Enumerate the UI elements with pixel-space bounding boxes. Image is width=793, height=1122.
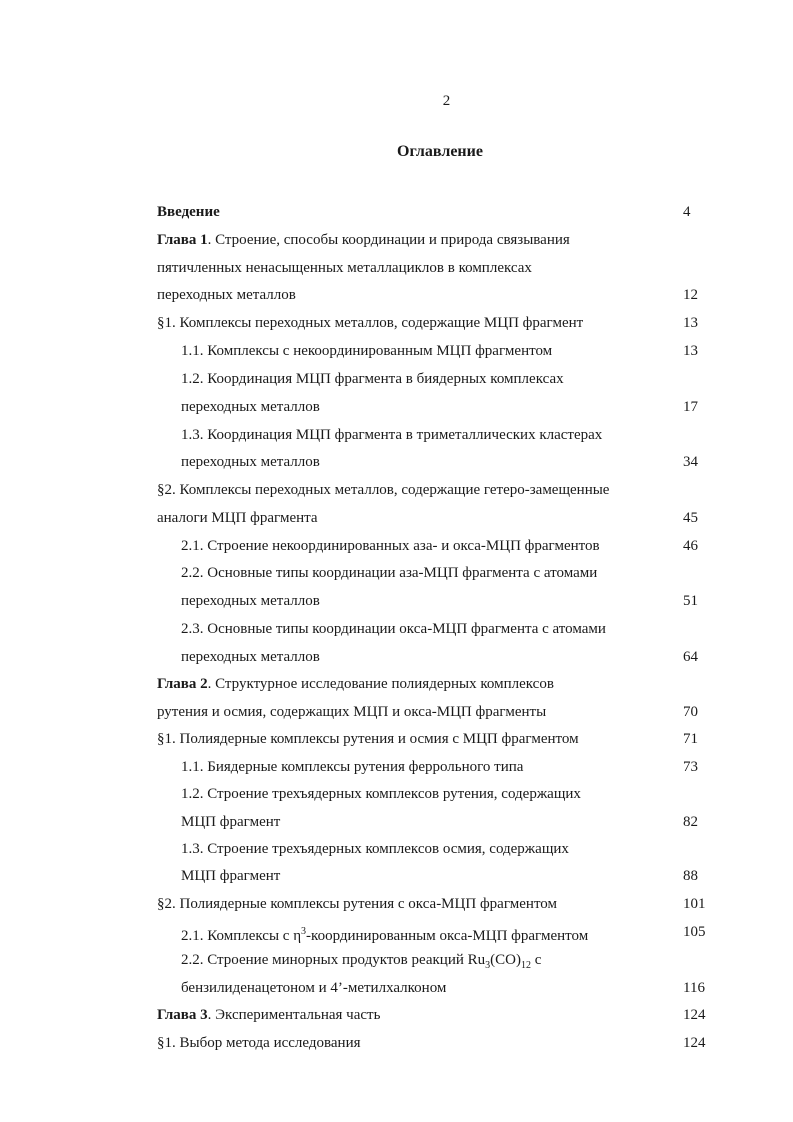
toc-entry-chapter-1-line-3: переходных металлов <box>157 287 296 303</box>
toc-page-intro: 4 <box>683 204 691 220</box>
toc-entry-ch2-1-3-line-2: МЦП фрагмент <box>181 868 281 884</box>
toc-entry-chapter-2[interactable]: Глава 2. Структурное исследование полиядерных комплексов <box>157 676 554 692</box>
toc-page-chapter-2: 70 <box>683 704 698 720</box>
toc-entry-ch3-section-1[interactable]: §1. Выбор метода исследования <box>157 1035 361 1051</box>
toc-entry-ch2-section-1[interactable]: §1. Полиядерные комплексы рутения и осмия с МЦП фрагментом <box>157 731 579 747</box>
toc-entry-2-1[interactable]: 2.1. Строение некоординированных аза- и окса-МЦП фрагментов <box>181 538 600 554</box>
toc-entry-chapter-3[interactable]: Глава 3. Экспериментальная часть <box>157 1007 381 1023</box>
toc-entry-chapter-1[interactable]: Глава 1. Строение, способы координации и природа связывания <box>157 232 570 248</box>
toc-entry-ch2-2-2-line-2: бензилиденацетоном и 4’-метилхалконом <box>181 980 447 996</box>
toc-entry-2-3-line-2: переходных металлов <box>181 649 320 665</box>
toc-entry-1-3[interactable]: 1.3. Координация МЦП фрагмента в триметаллических кластерах <box>181 427 603 443</box>
toc-entry-intro[interactable]: Введение <box>157 204 220 220</box>
toc-page-ch1-section-2: 45 <box>683 510 698 526</box>
toc-page-ch2-1-1: 73 <box>683 759 698 775</box>
toc-entry-ch2-1-1[interactable]: 1.1. Биядерные комплексы рутения феррольного типа <box>181 759 524 775</box>
toc-page-ch2-section-2: 101 <box>683 896 706 912</box>
toc-entry-ch2-2-1[interactable]: 2.1. Комплексы с $\eta^3$-координированным окса-МЦП фрагментом <box>181 926 589 944</box>
toc-page-2-3: 64 <box>683 649 698 665</box>
toc-page-2-2: 51 <box>683 593 698 609</box>
toc-entry-chapter-1-line-2: пятичленных ненасыщенных металлациклов в комплексах <box>157 260 532 276</box>
toc-entry-1-2[interactable]: 1.2. Координация МЦП фрагмента в биядерных комплексах <box>181 371 564 387</box>
toc-entry-2-3[interactable]: 2.3. Основные типы координации окса-МЦП фрагмента с атомами <box>181 621 606 637</box>
toc-entry-ch1-section-1[interactable]: §1. Комплексы переходных металлов, содержащие МЦП фрагмент <box>157 315 584 331</box>
toc-entry-ch1-section-2-line-2: аналоги МЦП фрагмента <box>157 510 318 526</box>
toc-page-ch2-2-1: 105 <box>683 924 706 940</box>
toc-entry-ch2-1-3[interactable]: 1.3. Строение трехъядерных комплексов осмия, содержащих <box>181 841 569 857</box>
toc-entry-ch1-section-2[interactable]: §2. Комплексы переходных металлов, содержащие гетеро-замещенные <box>157 482 610 498</box>
toc-page-1-2: 17 <box>683 399 698 415</box>
toc-page-chapter-3: 124 <box>683 1007 706 1023</box>
toc-entry-2-2[interactable]: 2.2. Основные типы координации аза-МЦП фрагмента с атомами <box>181 565 598 581</box>
page-number: 2 <box>442 93 451 109</box>
toc-entry-1-1[interactable]: 1.1. Комплексы с некоординированным МЦП фрагментом <box>181 343 553 359</box>
toc-page-1-1: 13 <box>683 343 698 359</box>
toc-page-ch2-1-2: 82 <box>683 814 698 830</box>
toc-entry-1-3-line-2: переходных металлов <box>181 454 320 470</box>
toc-entry-ch2-1-2[interactable]: 1.2. Строение трехъядерных комплексов рутения, содержащих <box>181 786 581 802</box>
toc-entry-ch2-section-2[interactable]: §2. Полиядерные комплексы рутения с окса-МЦП фрагментом <box>157 896 558 912</box>
toc-page-ch1-section-1: 13 <box>683 315 698 331</box>
toc-entry-2-2-line-2: переходных металлов <box>181 593 320 609</box>
toc-page-ch2-2-2: 116 <box>683 980 705 996</box>
toc-page-2-1: 46 <box>683 538 698 554</box>
toc-page-1-3: 34 <box>683 454 698 470</box>
toc-entry-ch2-2-2[interactable]: 2.2. Строение минорных продуктов реакций $Ru_3(CO)_{12}$ с <box>181 952 542 971</box>
toc-page-ch2-1-3: 88 <box>683 868 698 884</box>
page-title: Оглавление <box>397 143 483 160</box>
toc-entry-1-2-line-2: переходных металлов <box>181 399 320 415</box>
toc-entry-ch2-1-2-line-2: МЦП фрагмент <box>181 814 281 830</box>
toc-page-chapter-1: 12 <box>683 287 698 303</box>
toc-page-ch3-section-1: 124 <box>683 1035 706 1051</box>
toc-entry-chapter-2-line-2: рутения и осмия, содержащих МЦП и окса-МЦП фрагменты <box>157 704 547 720</box>
toc-page-ch2-section-1: 71 <box>683 731 698 747</box>
